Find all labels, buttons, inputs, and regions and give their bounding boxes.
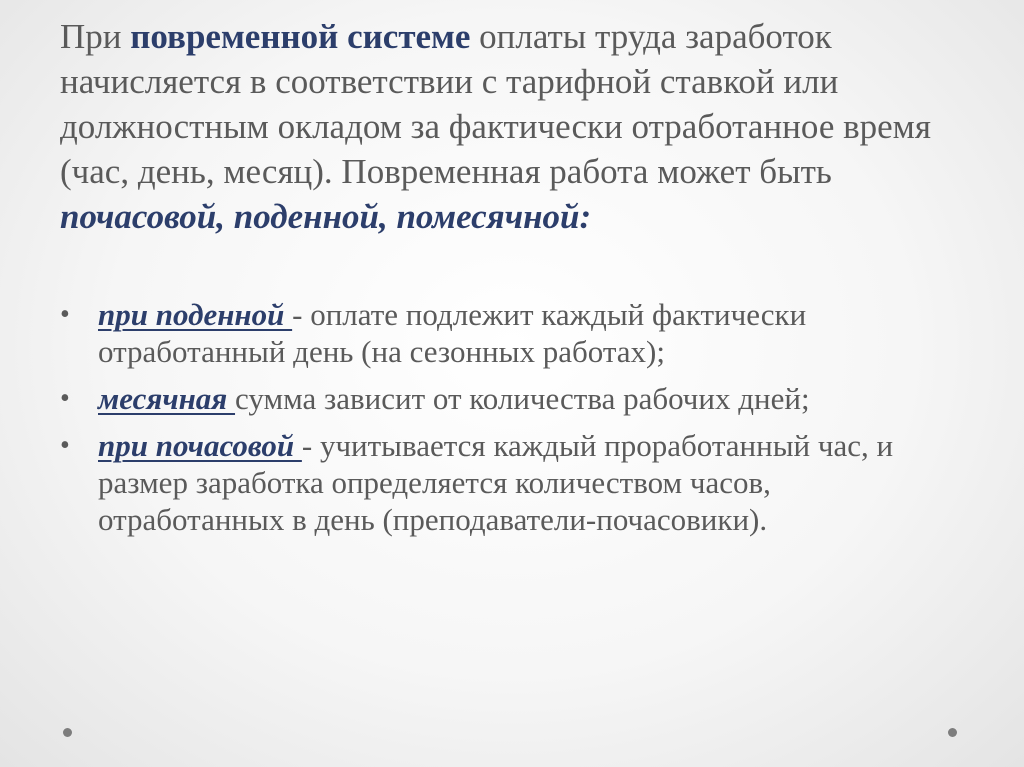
bullet-marker: • bbox=[60, 430, 70, 461]
bullet-term-daily: при поденной bbox=[98, 297, 293, 332]
bullet-item-hourly bbox=[60, 427, 960, 538]
bullet-item-daily bbox=[60, 296, 960, 370]
bullet-term-hourly: при почасовой bbox=[98, 428, 302, 463]
bullet-term-monthly: месячная bbox=[98, 381, 236, 416]
bullet-list bbox=[60, 296, 960, 548]
intro-paragraph bbox=[60, 14, 980, 239]
bullet-marker: • bbox=[60, 383, 70, 414]
bullet-marker: • bbox=[60, 299, 70, 330]
intro-emphasis-system: повременной системе bbox=[130, 17, 471, 56]
intro-emphasis-types: почасовой, поденной, помесячной: bbox=[60, 197, 592, 236]
bullet-item-monthly bbox=[60, 380, 960, 417]
bullet-text-hourly: - учитывается каждый проработанный час, и размер заработка определяется количеством часов, отработанных в день (преподаватели-почасовики). bbox=[98, 428, 894, 537]
intro-text-2: оплаты труда заработок начисляется в соответствии с тарифной ставкой или должностным окладом за фактически отработанное время (час, день, месяц). Повременная работа может быть bbox=[60, 17, 931, 191]
bullet-text-daily: - оплате подлежит каждый фактически отработанный день (на сезонных работах); bbox=[98, 297, 807, 369]
intro-text-1: При bbox=[60, 17, 131, 56]
corner-dot-right bbox=[948, 728, 957, 737]
corner-dot-left bbox=[63, 728, 72, 737]
bullet-text-monthly: сумма зависит от количества рабочих дней; bbox=[235, 381, 810, 416]
